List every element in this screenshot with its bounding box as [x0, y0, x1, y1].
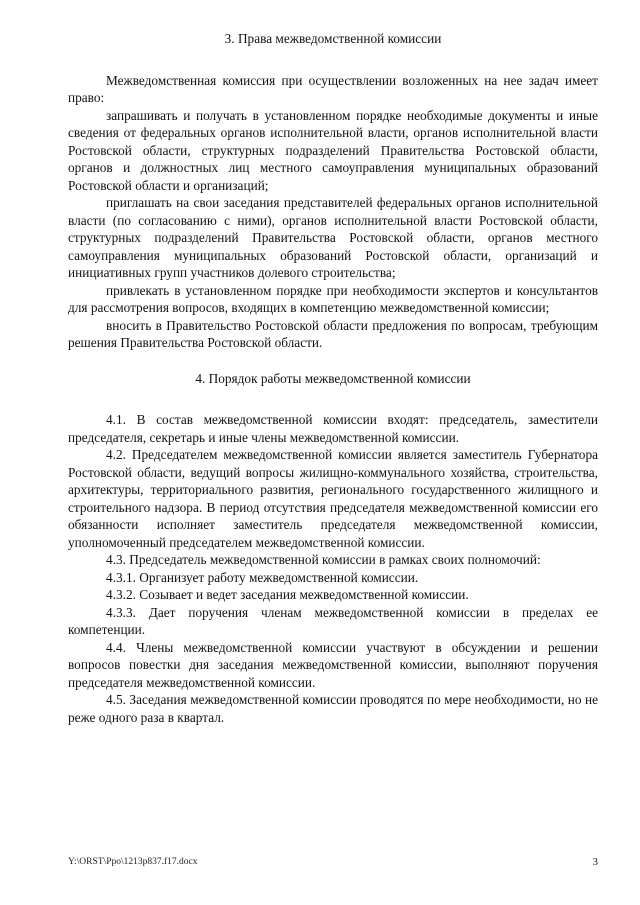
document-page	[68, 30, 598, 726]
paragraph: привлекать в установленном порядке при необходимости экспертов и консультантов для рассмотрения вопросов, входящих в компетенцию межведомственной комиссии;	[68, 282, 598, 315]
section-3-body	[68, 72, 598, 352]
paragraph: 4.4. Члены межведомственной комиссии участвуют в обсуждении и решении вопросов повестки дня заседания межведомственной комиссии, выполняют поручения председателя межведомственной комиссии.	[68, 639, 598, 690]
paragraph: вносить в Правительство Ростовской области предложения по вопросам, требующим решения Правительства Ростовской области.	[68, 317, 598, 350]
paragraph: 4.3.2. Созывает и ведет заседания межведомственной комиссии.	[106, 587, 469, 602]
paragraph: 4.2. Председателем межведомственной комиссии является заместитель Губернатора Ростовской области, ведущий вопросы жилищно-коммунального хозяйства, строительства, архитектуры, территориального развития, регионального государственного жилищного и строительного надзора. В период отсутствия председателя межведомственной комиссии его обязанности исполняет заместитель председателя межведомственной комиссии, уполномоченный председателем межведомственной комиссии.	[68, 447, 598, 550]
file-path: Y:\ORST\Ppo\1213p837.f17.docx	[68, 857, 198, 867]
paragraph: 4.1. В состав межведомственной комиссии входят: председатель, заместители председателя, секретарь и иные члены межведомственной комиссии.	[68, 412, 598, 445]
paragraph: 4.5. Заседания межведомственной комиссии проводятся по мере необходимости, но не реже одного раза в квартал.	[68, 692, 598, 725]
paragraph: запрашивать и получать в установленном порядке необходимые документы и иные сведения от федеральных органов исполнительной власти, органов исполнительной власти Ростовской области, структурных подразделений Правительства Ростовской области, органов и должностных лиц местного самоуправления муниципальных образований Ростовской области и организаций;	[68, 107, 598, 193]
page-number: 3	[592, 856, 598, 868]
paragraph: Межведомственная комиссия при осуществлении возложенных на нее задач имеет право:	[68, 72, 598, 105]
paragraph: приглашать на свои заседания представителей федеральных органов исполнительной власти (по согласованию с ними), органов исполнительной власти Ростовской области, структурных подразделений Правительства Ростовской области, органов местного самоуправления муниципальных образований Ростовской области, организаций и инициативных групп участников долевого строительства;	[68, 195, 598, 280]
section-4-body	[68, 411, 598, 726]
paragraph: 4.3.3. Дает поручения членам межведомственной комиссии в пределах ее компетенции.	[68, 604, 598, 637]
paragraph: 4.3.1. Организует работу межведомственной комиссии.	[106, 569, 419, 585]
paragraph: 4.3. Председатель межведомственной комиссии в рамках своих полномочий:	[106, 552, 541, 567]
section-4-title: 4. Порядок работы межведомственной комиссии	[195, 370, 471, 386]
section-3-title: 3. Права межведомственной комиссии	[224, 31, 442, 46]
